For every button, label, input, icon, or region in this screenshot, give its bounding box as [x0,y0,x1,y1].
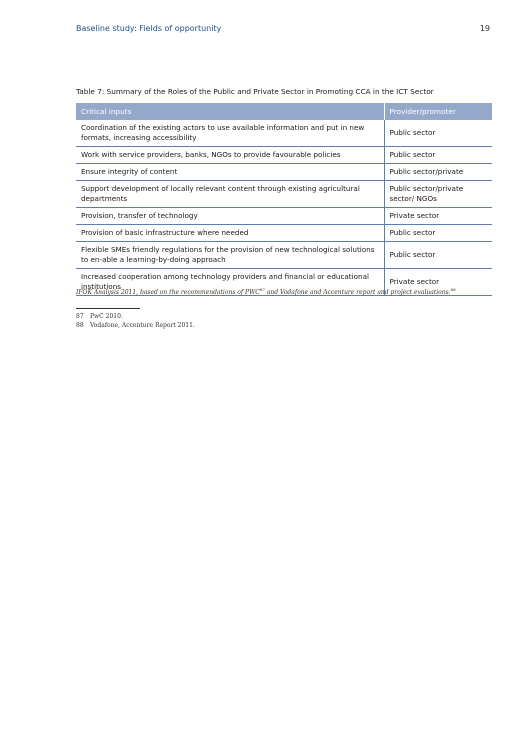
source-note-text: IFOK Analysis 2011, based on the recommendations of PWC [76,289,260,296]
footnote-text: PwC 2010. [90,313,123,320]
page-number: 19 [479,24,490,33]
cell-critical-input: Provision of basic infrastructure where needed [76,225,384,242]
table-header-row [76,103,492,120]
table-row [76,225,492,242]
table-row [76,147,492,164]
table-row [76,164,492,181]
table-row [76,181,492,208]
table-source-note [76,287,496,296]
cell-critical-input: Support development of locally relevant content through existing agricultural departments [76,181,384,208]
cell-critical-input: Increased cooperation among technology providers and financial or educational institutions [76,269,384,296]
table-row [76,120,492,147]
cell-provider: Public sector/private sector/ NGOs [384,181,492,208]
column-header-provider: Provider/promoter [384,103,492,120]
cell-critical-input: Coordination of the existing actors to use available information and put in new formats, increasing accessibility [76,120,384,147]
table-row [76,242,492,269]
column-header-critical-inputs: Critical inputs [76,103,384,120]
cell-provider: Private sector [384,208,492,225]
footnote-number: 87 [76,313,84,320]
footnote-text: Vodafone, Accenture Report 2011. [90,322,195,329]
roles-table-container [76,103,492,296]
cell-critical-input: Work with service providers, banks, NGOs to provide favourable policies [76,147,384,164]
cell-provider: Private sector [384,269,492,296]
cell-critical-input: Ensure integrity of content [76,164,384,181]
footnote-item [76,312,195,321]
cell-provider: Public sector/private [384,164,492,181]
footnote-number: 88 [76,322,84,329]
footnotes [76,312,195,330]
cell-provider: Public sector [384,242,492,269]
footnote-ref: 88 [450,287,456,292]
cell-provider: Public sector [384,225,492,242]
cell-critical-input: Flexible SMEs friendly regulations for the provision of new technological solutions to en-able a learning-by-doing approach [76,242,384,269]
footnote-ref: 87 [259,287,265,292]
cell-provider: Public sector [384,147,492,164]
running-head-title: Baseline study: Fields of opportunity [76,24,222,33]
cell-critical-input: Provision, transfer of technology [76,208,384,225]
footnote-item [76,321,195,330]
roles-table [76,103,492,296]
table-caption: Table 7: Summary of the Roles of the Public and Private Sector in Promoting CCA in the ICT Sector [76,87,434,96]
cell-provider: Public sector [384,120,492,147]
source-note-text-cont: and Vodafone and Accenture report and project evaluations. [264,289,451,296]
table-row [76,208,492,225]
footnote-divider [76,308,140,309]
